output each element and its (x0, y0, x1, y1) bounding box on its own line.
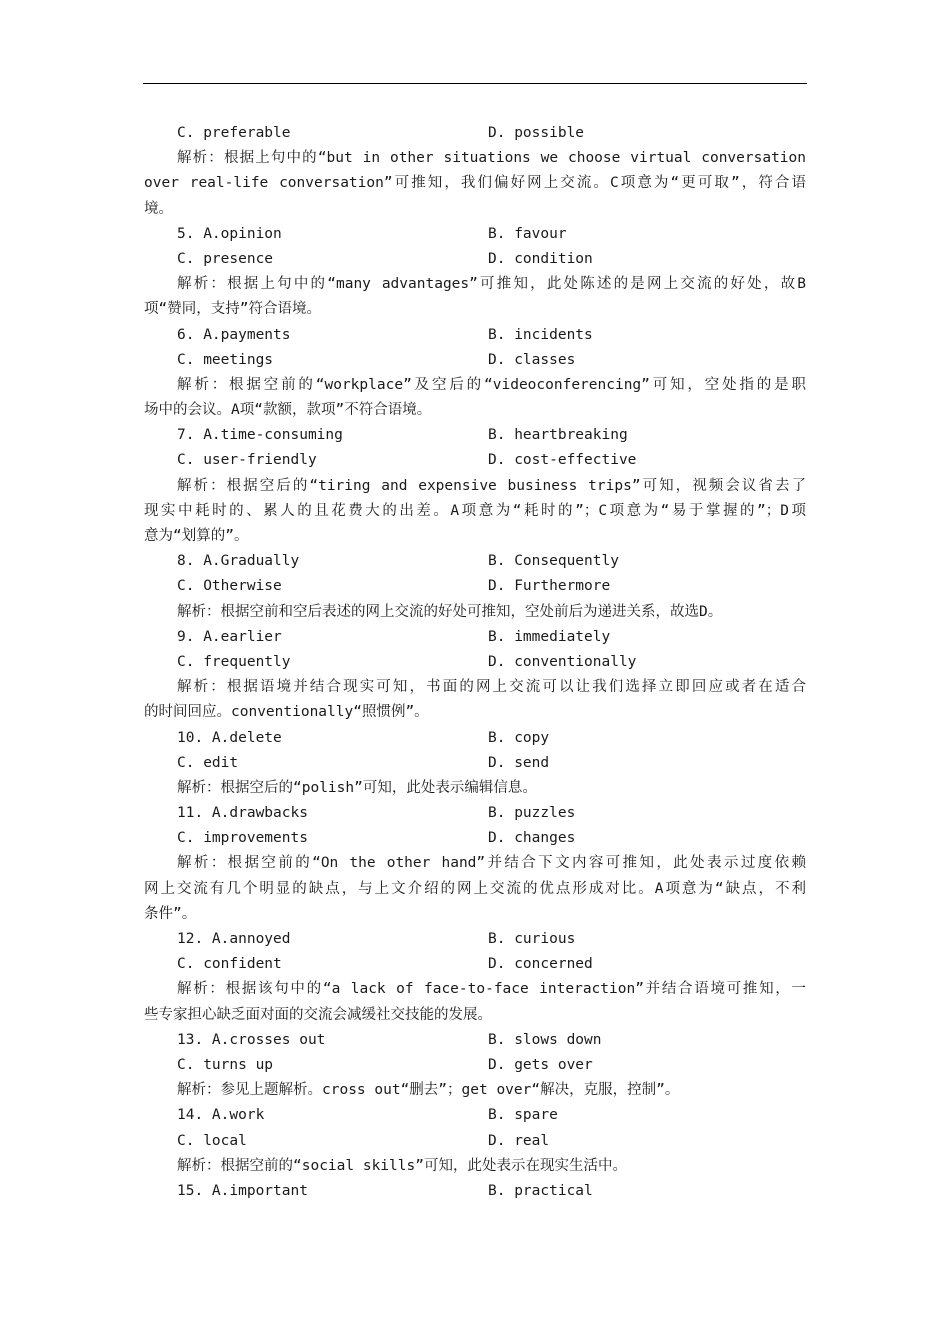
option-row (144, 549, 806, 574)
option-left: C. meetings (177, 351, 274, 368)
option-row (144, 448, 806, 473)
option-left: C. preferable (177, 125, 291, 141)
option-right: B. curious (488, 931, 576, 947)
option-right: D. conventionally (488, 653, 637, 670)
option-row (144, 121, 806, 146)
explanation-line (144, 272, 806, 297)
option-row (144, 927, 806, 952)
option-row (144, 423, 806, 448)
explanation-text: 解析：根据该句中的“a lack of face-to-face interaction”并结合语境可推知，一 (177, 981, 806, 998)
option-right: D. classes (488, 351, 576, 368)
option-left: 5. A.opinion (177, 225, 282, 242)
option-row (144, 1129, 806, 1154)
option-left: 9. A.earlier (177, 628, 282, 645)
option-left: C. user-friendly (177, 452, 317, 469)
explanation-text: over real-life conversation”可推知，我们偏好网上交流。C项意为“更可取”，符合语 (144, 175, 806, 192)
explanation-text: 条件”。 (144, 905, 197, 922)
option-row (144, 625, 806, 650)
option-right: B. practical (488, 1182, 593, 1199)
option-right: B. copy (488, 729, 550, 746)
option-row (144, 650, 806, 675)
option-row (144, 1103, 806, 1128)
option-left: C. Otherwise (177, 578, 282, 595)
option-row (144, 222, 806, 247)
explanation-line (144, 902, 806, 927)
explanation-text: 网上交流有几个明显的缺点，与上文介绍的网上交流的优点形成对比。A项意为“缺点，不利 (144, 880, 806, 897)
explanation-line (144, 675, 806, 700)
option-row (144, 348, 806, 373)
explanation-line (144, 373, 806, 398)
explanation-text: 解析：参见上题解析。cross out“删去”；get over“解决，克服，控制”。 (177, 1082, 680, 1099)
option-right: D. real (488, 1132, 550, 1149)
explanation-text: 意为“划算的”。 (144, 528, 249, 544)
option-left: C. turns up (177, 1056, 274, 1073)
option-row (144, 751, 806, 776)
explanation-line (144, 877, 806, 902)
explanation-line (144, 977, 806, 1002)
option-left: C. edit (177, 754, 239, 771)
option-row (144, 247, 806, 272)
option-left: C. confident (177, 956, 282, 973)
option-right: B. slows down (488, 1031, 602, 1048)
option-left: 13. A.crosses out (177, 1031, 326, 1048)
option-right: D. cost-effective (488, 452, 637, 469)
explanation-text: 的时间回应。conventionally“照惯例”。 (144, 704, 429, 721)
option-right: D. gets over (488, 1056, 593, 1073)
option-left: 11. A.drawbacks (177, 805, 308, 822)
option-row (144, 801, 806, 826)
option-row (144, 574, 806, 599)
explanation-line (144, 600, 806, 625)
option-left: C. local (177, 1132, 247, 1149)
option-left: C. improvements (177, 830, 308, 847)
explanation-text: 解析：根据空前的“workplace”及空后的“videoconferencing”可知，空处指的是职 (177, 376, 806, 393)
explanation-line (144, 398, 806, 423)
option-right: D. condition (488, 250, 593, 267)
option-row (144, 726, 806, 751)
header-rule (143, 83, 807, 84)
option-row (144, 1179, 806, 1204)
option-right: B. spare (488, 1107, 558, 1124)
option-left: 15. A.important (177, 1182, 308, 1199)
explanation-text: 解析：根据空前的“social skills”可知，此处表示在现实生活中。 (177, 1157, 627, 1174)
option-left: 12. A.annoyed (177, 931, 291, 947)
explanation-text: 解析：根据空后的“polish”可知，此处表示编辑信息。 (177, 779, 537, 796)
option-row (144, 1028, 806, 1053)
option-row (144, 323, 806, 348)
option-right: D. possible (488, 125, 585, 141)
option-right: B. favour (488, 225, 567, 242)
explanation-line (144, 1078, 806, 1103)
explanation-line (144, 776, 806, 801)
explanation-line (144, 1154, 806, 1179)
option-left: C. frequently (177, 653, 291, 670)
explanation-text: 解析：根据空前的“On the other hand”并结合下文内容可推知，此处表示过度依赖 (177, 855, 806, 872)
option-row (144, 826, 806, 851)
option-right: D. Furthermore (488, 578, 611, 595)
option-row (144, 952, 806, 977)
explanation-line (144, 297, 806, 322)
explanation-line (144, 474, 806, 499)
explanation-text: 解析：根据空前和空后表述的网上交流的好处可推知，空处前后为递进关系，故选D。 (177, 603, 723, 620)
option-right: B. heartbreaking (488, 427, 628, 444)
option-row (144, 1053, 806, 1078)
explanation-line (144, 171, 806, 196)
explanation-line (144, 197, 806, 222)
explanation-line (144, 700, 806, 725)
option-left: 7. A.time-consuming (177, 427, 343, 444)
explanation-line (144, 851, 806, 876)
option-right: D. changes (488, 830, 576, 847)
explanation-line (144, 499, 806, 524)
explanation-text: 解析：根据语境并结合现实可知，书面的网上交流可以让我们选择立即回应或者在适合 (177, 679, 806, 696)
explanation-line (144, 1003, 806, 1028)
explanation-text: 境。 (144, 200, 173, 217)
explanation-line (144, 524, 806, 549)
option-left: C. presence (177, 250, 274, 267)
document-body (144, 121, 806, 1204)
explanation-text: 解析：根据空后的“tiring and expensive business trips”可知，视频会议省去了 (177, 477, 806, 494)
option-right: D. send (488, 754, 550, 771)
explanation-text: 解析：根据上句中的“but in other situations we choose virtual conversation (177, 150, 806, 167)
option-left: 14. A.work (177, 1107, 265, 1124)
explanation-text: 现实中耗时的、累人的且花费大的出差。A项意为“耗时的”；C项意为“易于掌握的”；D项 (144, 502, 806, 519)
option-right: B. incidents (488, 326, 593, 343)
explanation-text: 场中的会议。A项“款额，款项”不符合语境。 (144, 402, 432, 419)
explanation-text: 些专家担心缺乏面对面的交流会减缓社交技能的发展。 (144, 1006, 492, 1023)
option-right: B. puzzles (488, 805, 576, 822)
explanation-text: 解析：根据上句中的“many advantages”可推知，此处陈述的是网上交流的好处，故B (177, 276, 806, 293)
explanation-line (144, 146, 806, 171)
option-right: B. Consequently (488, 553, 619, 570)
option-left: 6. A.payments (177, 326, 291, 343)
explanation-text: 项“赞同，支持”符合语境。 (144, 301, 321, 318)
option-left: 8. A.Gradually (177, 553, 300, 570)
option-right: B. immediately (488, 628, 611, 645)
option-right: D. concerned (488, 956, 593, 973)
option-left: 10. A.delete (177, 729, 282, 746)
